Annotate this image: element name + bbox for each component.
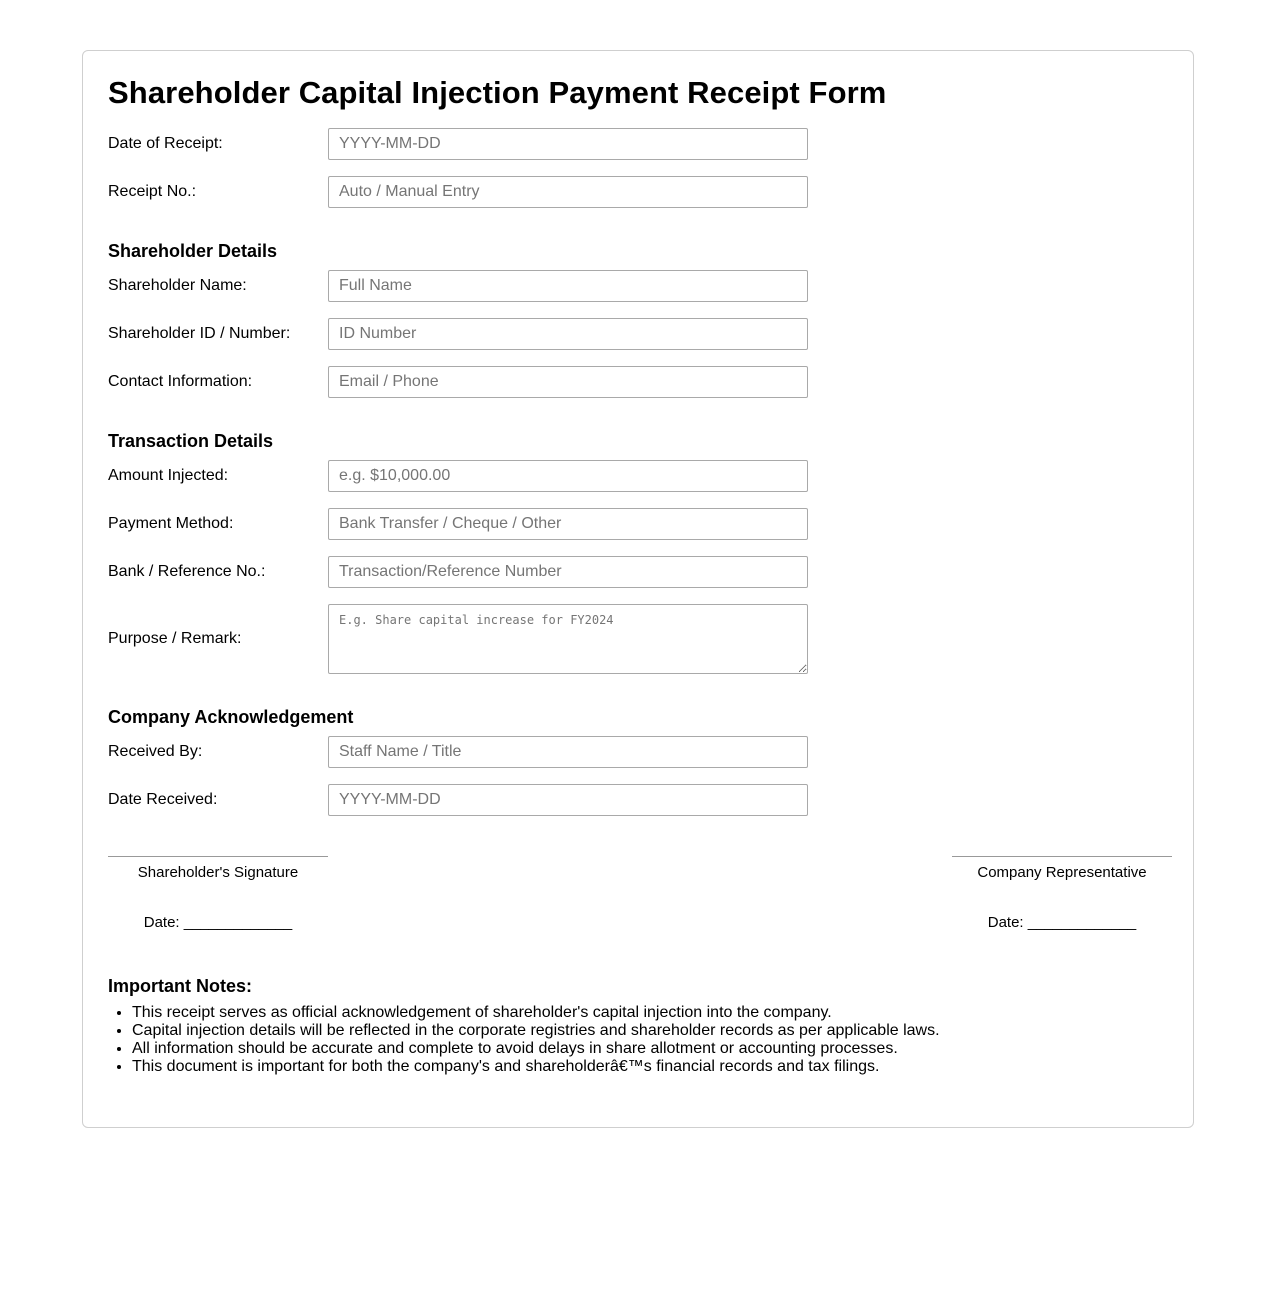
shareholder-details-heading: Shareholder Details: [108, 241, 278, 261]
form-title: Shareholder Capital Injection Payment Receipt Form: [108, 75, 887, 110]
shareholder-signature-label: Shareholder's Signature: [137, 864, 299, 881]
received-by-label: Received By:: [108, 743, 203, 760]
date-of-receipt-input[interactable]: [328, 128, 808, 160]
company-representative-line[interactable]: [952, 856, 1172, 857]
contact-information-input[interactable]: [328, 366, 808, 398]
amount-injected-label: Amount Injected:: [108, 467, 229, 484]
company-representative-block: [952, 856, 1172, 931]
note-item: • Capital injection details will be reflected in the corporate registries and shareholder records as per applicable laws.: [132, 1022, 940, 1040]
amount-injected-input[interactable]: [328, 460, 808, 492]
transaction-details-heading: Transaction Details: [108, 431, 274, 451]
company-acknowledgement-heading: Company Acknowledgement: [108, 707, 354, 727]
receipt-no-label: Receipt No.:: [108, 183, 197, 200]
shareholder-id-input[interactable]: [328, 318, 808, 350]
purpose-remark-label: Purpose / Remark:: [108, 630, 242, 647]
reference-no-label: Bank / Reference No.:: [108, 563, 266, 580]
note-item: • All information should be accurate and complete to avoid delays in share allotment or accounting processes.: [132, 1040, 940, 1058]
date-received-label: Date Received:: [108, 791, 218, 808]
date-of-receipt-label: Date of Receipt:: [108, 135, 223, 152]
shareholder-signature-date: Date: _____________: [143, 914, 293, 931]
shareholder-signature-block: [108, 856, 328, 931]
received-by-input[interactable]: [328, 736, 808, 768]
contact-information-label: Contact Information:: [108, 373, 253, 390]
receipt-form-card: [82, 50, 1194, 1128]
note-item: • This receipt serves as official acknowledgement of shareholder's capital injection into the company.: [132, 1004, 940, 1022]
shareholder-name-label: Shareholder Name:: [108, 277, 247, 294]
shareholder-signature-line[interactable]: [108, 856, 328, 857]
shareholder-name-input[interactable]: [328, 270, 808, 302]
date-received-input[interactable]: [328, 784, 808, 816]
receipt-no-input[interactable]: [328, 176, 808, 208]
company-representative-date: Date: _____________: [987, 914, 1137, 931]
shareholder-id-label: Shareholder ID / Number:: [108, 325, 291, 342]
payment-method-input[interactable]: [328, 508, 808, 540]
payment-method-label: Payment Method:: [108, 515, 234, 532]
important-notes-heading: Important Notes:: [108, 976, 252, 996]
company-representative-label: Company Representative: [977, 864, 1147, 881]
reference-no-input[interactable]: [328, 556, 808, 588]
purpose-remark-textarea[interactable]: [328, 604, 808, 674]
important-notes-list: [108, 1004, 940, 1076]
note-item: • This document is important for both the company's and shareholderâ€™s financial records and tax filings.: [132, 1058, 940, 1076]
